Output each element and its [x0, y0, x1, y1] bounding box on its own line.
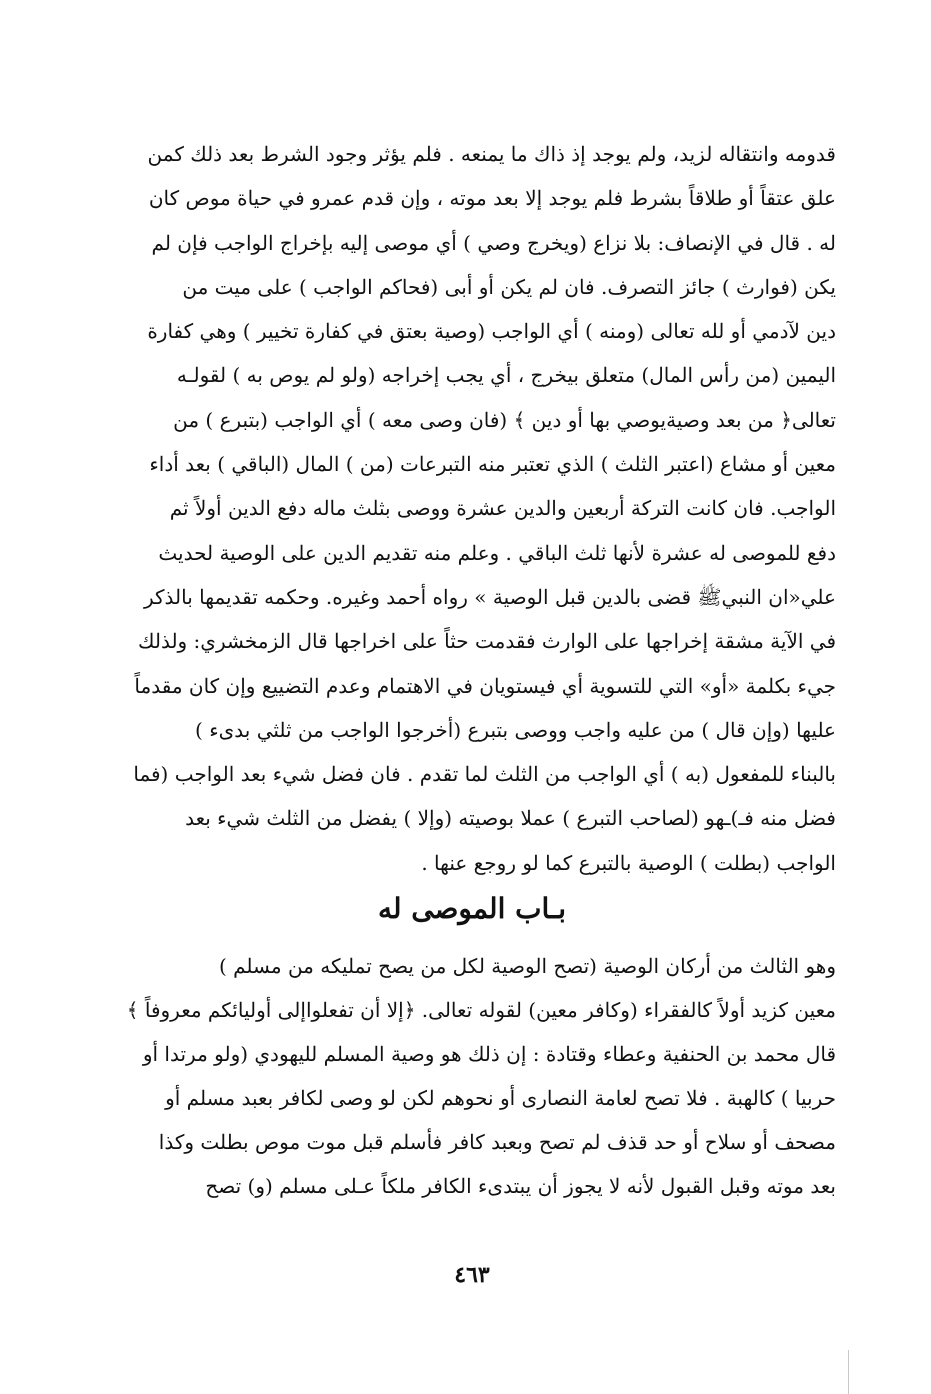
text-line: بعد موته وقبل القبول لأنه لا يجوز أن يبتدىء الكافر ملكاً عـلى مسلم (و) تصح	[205, 1174, 836, 1198]
text-line: جيء بكلمة «أو» التي للتسوية أي فيستويان في الاهتمام وعدم التضييع وإن كان مقدماً	[134, 673, 836, 698]
text-line: دفع للموصى له عشرة لأنها ثلث الباقي . وعلم منه تقديم الدين على الوصية لحديث	[158, 540, 836, 565]
text-line: معين كزيد أولاً كالفقراء (وكافر معين) لقوله تعالى. ﴿إلا أن تفعلواإلى أوليائكم معروفاً ﴾	[126, 998, 836, 1022]
text-line: علي«ان النبيﷺ قضى بالدين قبل الوصية » رواه أحمد وغيره. وحكمه تقديمها بالذكر	[143, 584, 836, 609]
text-line: فضل منه فـ)ـهو (لصاحب التبرع ) عملا بوصيته (وإلا ) يفضل من الثلث شيء بعد	[185, 806, 836, 831]
text-line: بالبناء للمفعول (به ) أي الواجب من الثلث لما تقدم . فان فضل شيء بعد الواجب (فما	[133, 762, 836, 787]
text-line: عليها (وإن قال ) من عليه واجب ووصى بتبرع (أخرجوا الواجب من ثلثي بدىء )	[195, 717, 836, 742]
text-line: في الآية مشقة إخراجها على الوارث فقدمت حثاً على اخراجها قال الزمخشري: ولذلك	[138, 629, 836, 654]
text-line: الواجب (بطلت ) الوصية بالتبرع كما لو روجع عنها .	[421, 850, 836, 875]
text-line: معين أو مشاع (اعتبر الثلث ) الذي تعتبر منه التبرعات (من ) المال (الباقي ) بعد أداء	[149, 452, 836, 477]
chapter-text	[108, 944, 836, 1208]
text-line: علق عتقاً أو طلاقاً بشرط فلم يوجد إلا بعد موته ، وإن قدم عمرو في حياة موص كان	[148, 186, 836, 211]
text-line: يكن (فوارث ) جائز التصرف. فان لم يكن أو أبى (فحاكم الواجب ) على ميت من	[182, 274, 836, 299]
text-line: تعالى﴿ من بعد وصيةيوصي بها أو دين ﴾ (فان وصى معه ) أي الواجب (بتبرع ) من	[173, 407, 836, 432]
body-text	[108, 132, 836, 885]
text-line: قدومه وانتقاله لزيد، ولم يوجد إذ ذاك ما يمنعه . فلم يؤثر وجود الشرط بعد ذلك كمن	[147, 142, 836, 166]
scan-edge-mark	[848, 1350, 849, 1394]
text-line: الواجب. فان كانت التركة أربعين والدين عشرة ووصى بثلث ماله دفع الدين أولاً ثم	[169, 496, 836, 521]
text-line: له . قال في الإنصاف: بلا نزاع (ويخرج وصي ) أي موصى إليه بإخراج الواجب فإن لم	[151, 230, 836, 255]
text-line: حربيا ) كالهبة . فلا تصح لعامة النصارى أو نحوهم لكن لو وصى لكافر بعبد مسلم أو	[165, 1086, 836, 1110]
text-line: اليمين (من رأس المال) متعلق بيخرج ، أي يجب إخراجه (ولو لم يوص به ) لقولـه	[176, 363, 836, 388]
text-line: مصحف أو سلاح أو حد قذف لم تصح وبعبد كافر فأسلم قبل موت موص بطلت وكذا	[158, 1130, 836, 1154]
chapter-title: بـاب الموصى له	[377, 892, 566, 925]
text-line: دين لآدمي أو لله تعالى (ومنه ) أي الواجب (وصية بعتق في كفارة تخيير ) وهي كفارة	[147, 319, 836, 344]
text-line: قال محمد بن الحنفية وعطاء وقتادة : إن ذلك هو وصية المسلم لليهودي (ولو مرتدا أو	[142, 1042, 836, 1066]
text-line: وهو الثالث من أركان الوصية (تصح الوصية لكل من يصح تمليكه من مسلم )	[218, 954, 836, 978]
page-number: ٤٦٣	[454, 1262, 490, 1288]
